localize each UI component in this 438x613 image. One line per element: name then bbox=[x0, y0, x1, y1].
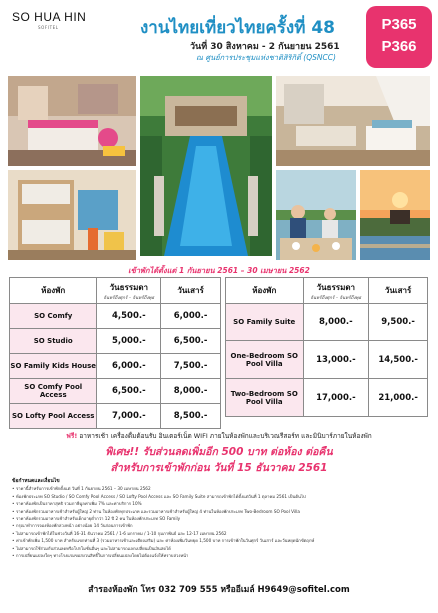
weekday-price: 5,000.- bbox=[97, 329, 161, 354]
header-weekday bbox=[303, 278, 369, 304]
list-item: • ห้องพักประเภท SO Studio / SO Comfy Pool Access / SO Lofty Pool Access และ SO Family Suite สามารถเข้าพักได้ตั้งแต่วันที่ 1 ตุลาคม 2561 เป็นต้นไป bbox=[12, 493, 428, 500]
booth-badge bbox=[366, 6, 432, 68]
table-row bbox=[226, 379, 428, 417]
fair-dates: วันที่ 30 สิงหาคม - 2 กันยายน 2561 bbox=[190, 42, 340, 52]
logo-text: SO HUA HIN bbox=[12, 10, 87, 24]
promo-deadline: สำหรับการเข้าพักก่อน วันที่ 15 ธันวาคม 2561 bbox=[110, 462, 328, 474]
booth-number-2: P366 bbox=[381, 38, 417, 55]
saturday-price: 21,000.- bbox=[369, 379, 428, 417]
room-name: SO Lofty Pool Access bbox=[10, 404, 97, 429]
table-row bbox=[10, 379, 221, 404]
rate-table-left bbox=[9, 277, 221, 429]
booth-number-1: P365 bbox=[381, 16, 417, 33]
header-room: ห้องพัก bbox=[226, 278, 304, 304]
sohuahin-logo bbox=[12, 10, 104, 54]
room-name: SO Family Suite bbox=[226, 304, 304, 341]
weekday-price: 17,000.- bbox=[303, 379, 369, 417]
room-name: SO Comfy bbox=[10, 304, 97, 329]
fair-title: งานไทยเที่ยวไทยครั้งที่ 48 bbox=[140, 18, 336, 38]
free-amenities bbox=[0, 431, 438, 441]
list-item: • ราคานี้สำหรับการเข้าพักตั้งแต่ วันที่ 1 กันยายน 2561 – 30 เมษายน 2562 bbox=[12, 485, 428, 492]
header-room: ห้องพัก bbox=[10, 278, 97, 304]
free-text: อาหารเช้า เครื่องดื่มต้อนรับ อินเตอร์เน็ต WIFI ภายในห้องพักและบริเวณรีสอร์ท และมินิบาร์ภายในห้องพัก bbox=[79, 432, 372, 440]
kids-bunk-room-photo bbox=[8, 170, 136, 260]
room-name: Two-Bedroom SO Pool Villa bbox=[226, 379, 304, 417]
room-name: SO Family Kids House bbox=[10, 354, 97, 379]
free-label: ฟรี! bbox=[66, 432, 78, 440]
lounge-photo bbox=[276, 76, 430, 166]
header-saturday: วันเสาร์ bbox=[161, 278, 221, 304]
header-weekday-sub: จันทร์ถึงศุกร์ – จันทร์ถึงพุธ bbox=[103, 295, 155, 301]
saturday-price: 7,500.- bbox=[161, 354, 221, 379]
family-breakfast-photo bbox=[276, 170, 356, 260]
header bbox=[0, 0, 438, 76]
list-item: • ราคาห้องพักรวมอาหารเช้าสำหรับเด็กอายุต่ำกว่า 12 ปี 2 คน ในห้องพักประเภท SO Family bbox=[12, 515, 428, 522]
table-row bbox=[226, 304, 428, 341]
list-item: • ราคาห้องพักเป็นราคาสุทธิ รวมภาษีมูลค่าเพิ่ม 7% และค่าบริการ 10% bbox=[12, 500, 428, 507]
list-item: • ไม่สามารถเข้าพักได้ในช่วงวันที่ 16-31 ธันวาคม 2561 / 1-6 มกราคม / 1-10 กุมภาพันธ์ และ 12-17 เมษายน 2562 bbox=[12, 530, 428, 537]
fair-venue: ณ ศูนย์การประชุมแห่งชาติสิริกิติ์ (QSNCC) bbox=[196, 53, 336, 62]
promo-discount: พิเศษ!! รับส่วนลดเพิ่มอีก 500 บาท ต่อห้อง ต่อคืน bbox=[105, 446, 333, 458]
list-item: • ค่าเข้าพักเพิ่ม 1,500 บาท สำหรับแขกท่านที่ 3 (รวมอาหารเช้าและเตียงเสริม) และ ค่าห้องเพิ่มวันหยุด 1,500 บาท การเข้าพักในวันศุกร์ วันเสาร์ และวันหยุดนักขัตฤกษ์ bbox=[12, 537, 428, 544]
list-item: • กรุณาทำการจองห้องพักล่วงหน้า อย่างน้อย 14 วันก่อนการเข้าพัก bbox=[12, 522, 428, 529]
weekday-price: 8,000.- bbox=[303, 304, 369, 341]
weekday-price: 13,000.- bbox=[303, 341, 369, 379]
header-weekday-label: วันธรรมดา bbox=[316, 282, 356, 292]
saturday-price: 14,500.- bbox=[369, 341, 428, 379]
saturday-price: 6,500.- bbox=[161, 329, 221, 354]
list-item: • ราคาห้องพักรวมอาหารเช้าสำหรับผู้ใหญ่ 2 ท่าน ในห้องพักทุกประเภท และรวมอาหารเช้าสำหรับผู้ใหญ่ 4 ท่านในห้องพักประเภท Two-Bedroom SO Pool Villa bbox=[12, 508, 428, 515]
terms-conditions bbox=[12, 478, 428, 559]
bedroom-photo bbox=[8, 76, 136, 166]
header-weekday-label: วันธรรมดา bbox=[109, 282, 149, 292]
room-name: SO Studio bbox=[10, 329, 97, 354]
header-weekday-sub: จันทร์ถึงศุกร์ – จันทร์ถึงพุธ bbox=[310, 295, 362, 301]
contact-line[interactable]: สำรองห้องพัก โทร 032 709 555 หรืออีเมล์ H9649@sofitel.com bbox=[88, 585, 350, 595]
pool-sunset-photo bbox=[360, 170, 430, 260]
table-row bbox=[10, 304, 221, 329]
photo-collage bbox=[8, 76, 430, 260]
saturday-price: 9,500.- bbox=[369, 304, 428, 341]
stay-period: เข้าพักได้ตั้งแต่ 1 กันยายน 2561 – 30 เมษายน 2562 bbox=[128, 266, 310, 275]
saturday-price: 8,000.- bbox=[161, 379, 221, 404]
pool-villa-photo bbox=[140, 76, 272, 256]
weekday-price: 4,500.- bbox=[97, 304, 161, 329]
logo-sub: SOFITEL bbox=[38, 25, 59, 30]
table-header-row bbox=[226, 278, 428, 304]
table-header-row bbox=[10, 278, 221, 304]
weekday-price: 7,000.- bbox=[97, 404, 161, 429]
saturday-price: 6,000.- bbox=[161, 304, 221, 329]
list-item: • ไม่สามารถใช้ร่วมกับส่วนลดหรือโปรโมชั่นอื่นๆ และไม่สามารถแลกเปลี่ยนเป็นเงินสดได้ bbox=[12, 545, 428, 552]
rate-table-right bbox=[225, 277, 428, 417]
terms-title: ข้อกำหนดและเงื่อนไข bbox=[12, 478, 60, 484]
room-name: SO Comfy Pool Access bbox=[10, 379, 97, 404]
header-saturday: วันเสาร์ bbox=[369, 278, 428, 304]
table-row bbox=[226, 341, 428, 379]
room-name: One-Bedroom SO Pool Villa bbox=[226, 341, 304, 379]
table-row bbox=[10, 354, 221, 379]
header-weekday bbox=[97, 278, 161, 304]
table-row bbox=[10, 329, 221, 354]
weekday-price: 6,000.- bbox=[97, 354, 161, 379]
weekday-price: 6,500.- bbox=[97, 379, 161, 404]
saturday-price: 8,500.- bbox=[161, 404, 221, 429]
table-row bbox=[10, 404, 221, 429]
list-item: • การเปลี่ยนแปลงใดๆ ทางโรงแรมขอสงวนสิทธิ์ในการเปลี่ยนแปลงโดยไม่ต้องแจ้งให้ทราบล่วงหน้า bbox=[12, 552, 428, 559]
